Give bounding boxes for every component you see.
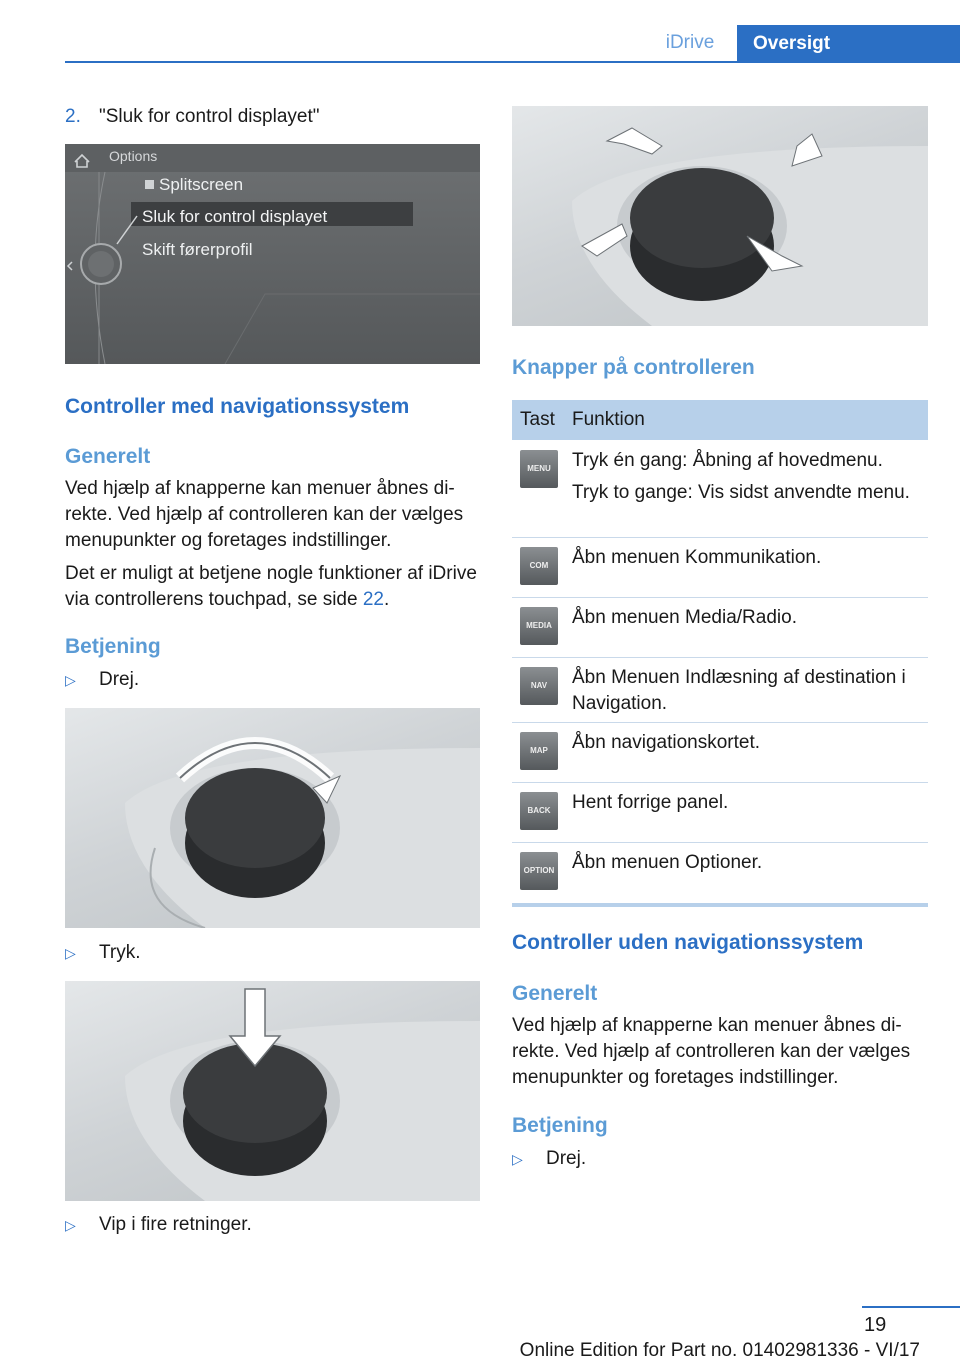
subheading-betjening: Betjening (65, 635, 161, 658)
controller-rotate-graphic (65, 708, 480, 928)
function-text: Åbn menuen Optioner. (572, 852, 763, 873)
step-number: 2. (65, 106, 81, 127)
table-row (512, 722, 928, 783)
touchpad-text: Det er muligt at betjene nogle funktioner af iDrive via controllerens touchpad, se side (65, 563, 477, 610)
nav-key-icon: NAV (520, 667, 558, 705)
table-row (512, 440, 928, 538)
paragraph-generelt: Ved hjælp af knapperne kan menuer åbnes di‐rekte. Ved hjælp af controlleren kan der vælges menupunkter og foretages indstillinger. (65, 478, 464, 551)
back-key-icon: BACK (520, 792, 558, 830)
section-heading-no-nav: Controller uden navigationssystem (512, 931, 864, 954)
bullet-drej (65, 667, 139, 693)
footer-rule (862, 1306, 960, 1308)
subheading-betjening-2: Betjening (512, 1114, 608, 1137)
function-text: Åbn menuen Media/Radio. (572, 607, 797, 628)
function-text-2: Tryk to gange: Vis sidst anvendte menu. (572, 482, 910, 503)
subheading-generelt: Generelt (65, 445, 151, 468)
menu-key-icon: MENU (520, 450, 558, 488)
step-text: "Sluk for control displayet" (99, 106, 320, 127)
controller-tilt-image (512, 106, 928, 326)
bullet-drej-2 (512, 1146, 586, 1172)
step-2 (65, 104, 480, 130)
col-func-header: Funktion (572, 409, 645, 430)
controller-tilt-graphic (512, 106, 928, 326)
buttons-table (512, 400, 928, 875)
paragraph-touchpad (65, 561, 480, 613)
section-heading-nav: Controller med navigationssystem (65, 395, 410, 418)
table-row (512, 657, 928, 723)
function-text: Tryk én gang: Åbning af hovedmenu. (572, 450, 883, 471)
screen-item-selected: Sluk for control displayet (142, 207, 328, 226)
table-row (512, 842, 928, 902)
table-header (512, 400, 928, 440)
header-rule (65, 61, 960, 63)
subheading-generelt-2: Generelt (512, 982, 598, 1005)
table-row (512, 782, 928, 843)
function-text: Hent forrige panel. (572, 792, 729, 813)
touchpad-end: . (383, 589, 390, 610)
table-bottom-rule (512, 903, 928, 907)
bullet-vip (65, 1212, 252, 1238)
control-display-screenshot (65, 144, 480, 364)
function-text: Åbn Menuen Indlæsning af destination i Navigation. (572, 667, 906, 714)
bullet-tryk (65, 940, 141, 966)
paragraph-generelt-2: Ved hjælp af knapperne kan menuer åbnes di‐rekte. Ved hjælp af controlleren kan der vælges menupunkter og foretages indstillinger. (512, 1015, 911, 1088)
header-chapter-tab: Oversigt (737, 25, 960, 62)
com-key-icon: COM (520, 547, 558, 585)
bullet-text: Drej. (99, 669, 140, 690)
bullet-text: Drej. (546, 1148, 587, 1169)
screen-item-profile: Skift førerprofil (142, 240, 253, 259)
screen-title: Options (109, 148, 158, 164)
bullet-text: Vip i fire retninger. (99, 1214, 252, 1235)
bullet-icon: ▷ (512, 1151, 523, 1167)
option-key-icon: OPTION (520, 852, 558, 890)
media-key-icon: MEDIA (520, 607, 558, 645)
function-text: Åbn navigationskortet. (572, 732, 761, 753)
bullet-icon: ▷ (65, 945, 76, 961)
header-section-tab: iDrive (665, 32, 715, 53)
controller-rotate-image (65, 708, 480, 928)
edition-text: Online Edition for Part no. 01402981336 - VI/17 (519, 1340, 920, 1361)
table-row (512, 537, 928, 598)
bullet-text: Tryk. (99, 942, 141, 963)
page-number: 19 (864, 1314, 887, 1336)
controller-press-image (65, 981, 480, 1201)
function-text: Åbn menuen Kommunikation. (572, 547, 822, 568)
bullet-icon: ▷ (65, 1217, 76, 1233)
heading-buttons: Knapper på controlleren (512, 356, 755, 379)
screen-graphics (65, 144, 480, 364)
col-key-header: Tast (520, 409, 555, 430)
screen-item-splitscreen: Splitscreen (159, 175, 244, 194)
map-key-icon: MAP (520, 732, 558, 770)
table-row (512, 597, 928, 658)
page-link[interactable]: 22 (362, 589, 384, 610)
controller-press-graphic (65, 981, 480, 1201)
bullet-icon: ▷ (65, 672, 76, 688)
